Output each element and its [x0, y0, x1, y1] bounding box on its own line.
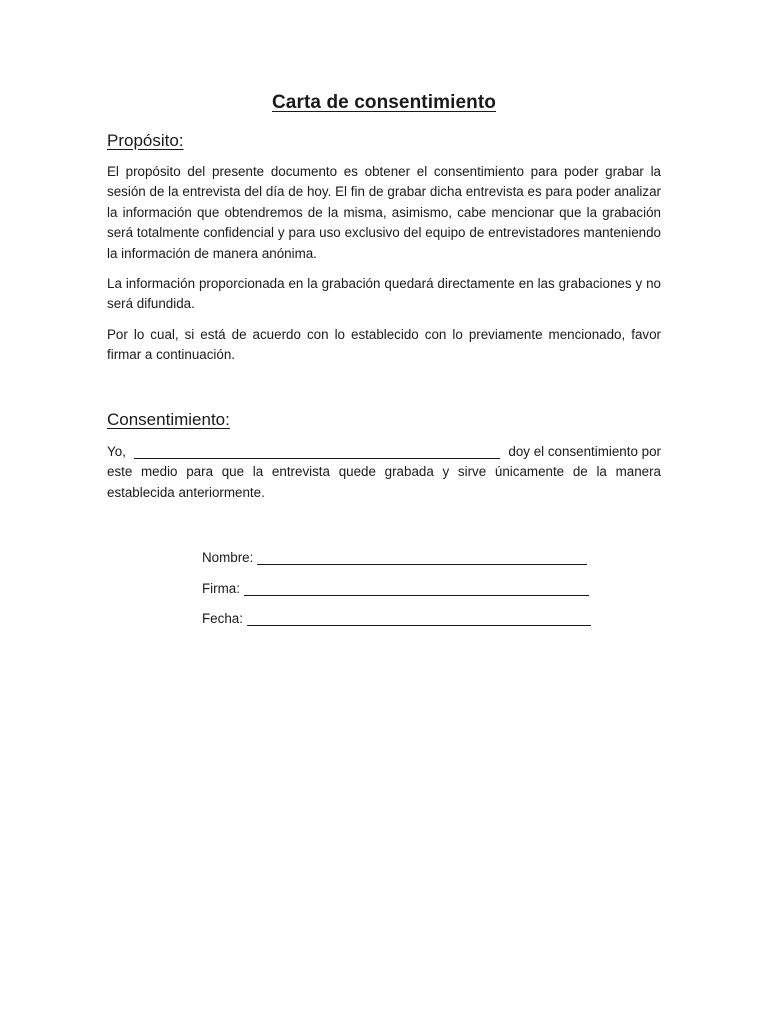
- consent-rest: este medio para que la entrevista quede grabada y sirve únicamente de la manera establecida anteriormente.: [107, 464, 661, 500]
- consent-first-line: [107, 442, 661, 462]
- firma-signature-line[interactable]: [244, 581, 589, 596]
- field-label-fecha: Fecha:: [202, 611, 243, 626]
- purpose-heading: Propósito:: [107, 131, 184, 150]
- consent-statement: [107, 442, 661, 503]
- nombre-signature-line[interactable]: [257, 550, 587, 565]
- fecha-signature-line[interactable]: [247, 611, 591, 626]
- document-title: Carta de consentimiento: [271, 92, 496, 113]
- field-row-nombre: [202, 545, 587, 565]
- purpose-paragraph-1: El propósito del presente documento es obtener el consentimiento para poder grabar la sesión de la entrevista del día de hoy. El fin de grabar dicha entrevista es para poder analizar la información que obtendremos de la misma, asimismo, cabe mencionar que la grabación será totalmente confidencial y para uso exclusivo del equipo de entrevistadores manteniendo la información de manera anónima.: [107, 164, 661, 261]
- consent-name-line[interactable]: [134, 445, 501, 459]
- field-label-firma: Firma:: [202, 581, 240, 596]
- consent-prefix: Yo,: [107, 444, 126, 459]
- field-row-firma: [202, 576, 589, 596]
- field-label-nombre: Nombre:: [202, 550, 254, 565]
- field-row-fecha: [202, 606, 591, 626]
- consent-heading: Consentimiento:: [107, 410, 230, 429]
- purpose-paragraph-3: Por lo cual, si está de acuerdo con lo establecido con lo previamente mencionado, favor firmar a continuación.: [107, 327, 661, 363]
- consent-suffix: doy el consentimiento por: [508, 444, 661, 459]
- purpose-paragraph-2: La información proporcionada en la grabación quedará directamente en las grabaciones y no será difundida.: [107, 276, 661, 312]
